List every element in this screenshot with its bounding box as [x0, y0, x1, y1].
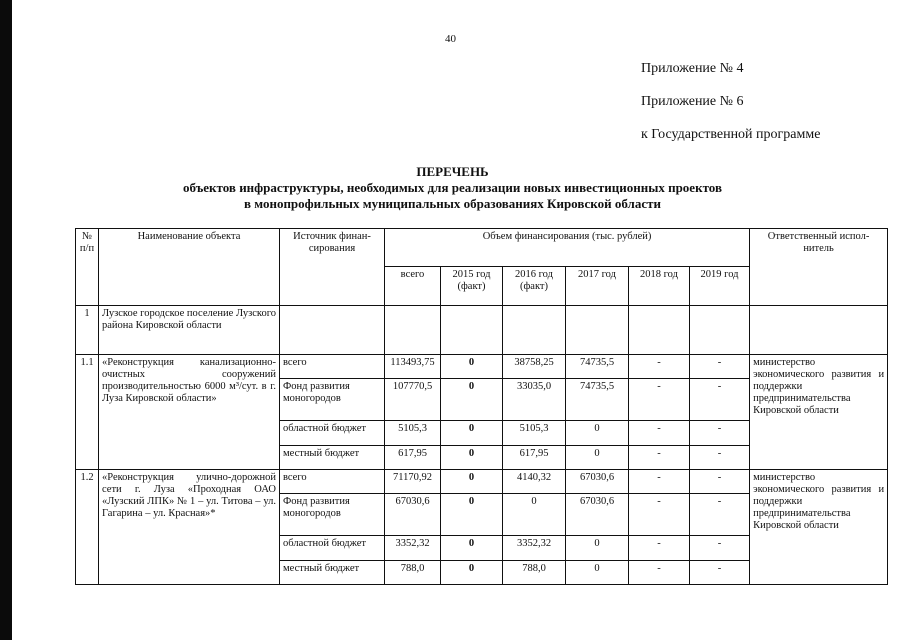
value-cell: - — [629, 421, 690, 446]
value-cell: 0 — [441, 536, 503, 561]
source-cell: областной бюджет — [280, 536, 385, 561]
source-cell: местный бюджет — [280, 446, 385, 470]
source-cell: Фонд развития моногородов — [280, 379, 385, 421]
source-cell: всего — [280, 470, 385, 494]
scan-edge-bar — [0, 0, 12, 640]
header-responsible: Ответственный испол-нитель — [750, 229, 888, 306]
value-cell: 38758,25 — [503, 355, 566, 379]
appendix-line-2: Приложение № 6 — [641, 94, 744, 109]
page-number: 40 — [445, 33, 456, 45]
appendix-line-3: к Государственной программе — [641, 127, 821, 142]
value-cell: - — [690, 379, 750, 421]
value-cell: - — [690, 470, 750, 494]
value-cell: 67030,6 — [385, 494, 441, 536]
value-cell: 0 — [441, 379, 503, 421]
value-cell: 4140,32 — [503, 470, 566, 494]
value-cell: 71170,92 — [385, 470, 441, 494]
row-num: 1.1 — [76, 355, 99, 470]
source-cell: местный бюджет — [280, 561, 385, 585]
document-title: ПЕРЕЧЕНЬ — [416, 164, 489, 179]
value-cell: 0 — [441, 355, 503, 379]
value-cell: 5105,3 — [503, 421, 566, 446]
value-cell: 0 — [441, 446, 503, 470]
object-name: «Реконструкция канализационно-очистных сооружений производительностью 6000 м³/сут. в г. Луза Кировской области» — [99, 355, 280, 470]
source-cell: всего — [280, 355, 385, 379]
value-cell: 3352,32 — [385, 536, 441, 561]
value-cell: - — [629, 536, 690, 561]
object-name: «Реконструкция улично-дорожной сети г. Луза «Проходная ОАО «Лузский ЛПК» № 1 – ул. Титова – ул. Гагарина – ул. Красная»* — [99, 470, 280, 585]
value-cell: - — [629, 379, 690, 421]
header-volume: Объем финансирования (тыс. рублей) — [385, 229, 750, 267]
value-cell: - — [629, 446, 690, 470]
header-name: Наименование объекта — [99, 229, 280, 306]
row-num: 1.2 — [76, 470, 99, 585]
value-cell: 0 — [441, 421, 503, 446]
source-cell: Фонд развития моногородов — [280, 494, 385, 536]
value-cell: 788,0 — [385, 561, 441, 585]
value-cell: - — [629, 561, 690, 585]
value-cell: 107770,5 — [385, 379, 441, 421]
value-cell: 0 — [566, 446, 629, 470]
document-subtitle-2: в монопрофильных муниципальных образованиях Кировской области — [244, 196, 661, 211]
header-2018: 2018 год — [629, 267, 690, 306]
value-cell: 0 — [566, 421, 629, 446]
table-row — [76, 355, 888, 379]
value-cell: 5105,3 — [385, 421, 441, 446]
value-cell: 0 — [441, 470, 503, 494]
value-cell: 0 — [441, 494, 503, 536]
header-source: Источник финан-сирования — [280, 229, 385, 306]
header-2017: 2017 год — [566, 267, 629, 306]
table-row — [76, 470, 888, 494]
table-row — [76, 306, 888, 355]
value-cell: - — [629, 355, 690, 379]
value-cell: 113493,75 — [385, 355, 441, 379]
value-cell: - — [690, 561, 750, 585]
value-cell: - — [629, 470, 690, 494]
value-cell: 0 — [566, 536, 629, 561]
value-cell: 74735,5 — [566, 379, 629, 421]
value-cell: 67030,6 — [566, 470, 629, 494]
value-cell: - — [690, 421, 750, 446]
object-name: Лузское городское поселение Лузского района Кировской области — [99, 306, 280, 355]
value-cell: 0 — [566, 561, 629, 585]
row-num: 1 — [76, 306, 99, 355]
value-cell: 33035,0 — [503, 379, 566, 421]
responsible-cell: министерство экономического развития и поддержки предпринимательства Кировской области — [750, 470, 888, 585]
header-num: № п/п — [76, 229, 99, 306]
header-2015: 2015 год (факт) — [441, 267, 503, 306]
value-cell: - — [629, 494, 690, 536]
value-cell: 67030,6 — [566, 494, 629, 536]
value-cell: - — [690, 355, 750, 379]
responsible-cell: министерство экономического развития и поддержки предпринимательства Кировской области — [750, 355, 888, 470]
value-cell: 788,0 — [503, 561, 566, 585]
value-cell: 617,95 — [385, 446, 441, 470]
value-cell: 0 — [441, 561, 503, 585]
value-cell: - — [690, 536, 750, 561]
value-cell: 3352,32 — [503, 536, 566, 561]
value-cell: 617,95 — [503, 446, 566, 470]
header-total: всего — [385, 267, 441, 306]
value-cell: 0 — [503, 494, 566, 536]
value-cell: - — [690, 494, 750, 536]
source-cell: областной бюджет — [280, 421, 385, 446]
objects-table — [75, 228, 888, 585]
header-2019: 2019 год — [690, 267, 750, 306]
header-2016: 2016 год (факт) — [503, 267, 566, 306]
value-cell: 74735,5 — [566, 355, 629, 379]
appendix-line-1: Приложение № 4 — [641, 61, 744, 76]
document-subtitle-1: объектов инфраструктуры, необходимых для реализации новых инвестиционных проектов — [183, 180, 722, 195]
value-cell: - — [690, 446, 750, 470]
